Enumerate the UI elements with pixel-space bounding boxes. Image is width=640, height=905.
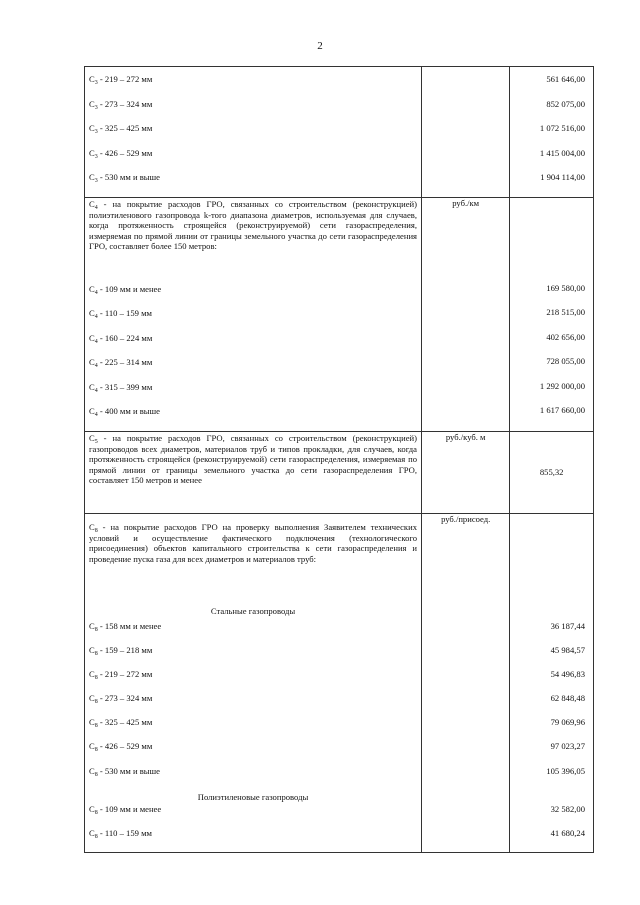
rate-description: $C_4$ - на покрытие расходов ГРО, связанных со строительством (реконструкцией) полиэтиленового газопровода k-того диапазона диаметров, используемая для случаев, когда протяженность строящейся (реконструируемой) сети газораспределения, измеряемая по прямой линии от границы земельного участка до сети газораспределения ГРО, составляет более 150 метров:: [89, 198, 417, 252]
rate-list: [85, 67, 421, 197]
rate-row-label: $C_8 - 325 - 425$ мм: [89, 717, 153, 730]
rate-row-label: $C_8 - 110 - 159$ мм: [89, 828, 152, 840]
rate-value: 1 617 660,00: [539, 405, 585, 415]
rate-value: 32 582,00: [550, 803, 585, 814]
description-cell: [85, 431, 422, 513]
unit-cell: [422, 431, 510, 513]
rate-value: 41 680,24: [550, 828, 585, 838]
rate-row-label: $C_8 - 530$ мм и выше: [89, 765, 160, 778]
description-cell: [85, 513, 422, 853]
rate-row-label: $C_3 - 426 - 529$ мм: [89, 147, 153, 160]
rate-row-label: $C_4 - 160 - 224$ мм: [89, 332, 153, 345]
value-list: [510, 621, 593, 790]
rate-row-label: $C_3 - 325 - 425$ мм: [89, 123, 153, 135]
unit-label: руб./км: [452, 197, 480, 208]
rate-row-label: $C_8 - 109$ мм и менее: [89, 803, 162, 816]
rate-value: 45 984,57: [550, 644, 585, 655]
rate-value: 218 515,00: [546, 307, 585, 317]
rate-row-label: $C_4 - 400$ мм и выше: [89, 406, 160, 418]
rate-value: 1 904 114,00: [540, 172, 585, 182]
value-list: [510, 804, 593, 852]
value-cell: [510, 431, 594, 513]
page-number: 2: [317, 40, 323, 52]
rate-row-label: $C_8 - 159 - 218$ мм: [89, 644, 153, 657]
rate-value: 1 292 000,00: [539, 380, 585, 391]
value-cell: [510, 513, 594, 853]
table-row: [85, 67, 594, 198]
rate-row-label: $C_4 - 315 - 399$ мм: [89, 381, 153, 394]
rate-row-label: $C_3 - 273 - 324$ мм: [89, 98, 153, 111]
rate-row-label: $C_8 - 426 - 529$ мм: [89, 741, 153, 754]
value-list: [510, 275, 593, 430]
rate-row-label: $C_8 - 158$ мм и менее: [89, 620, 162, 633]
rate-value: 561 646,00: [546, 74, 585, 84]
rate-row-label: $C_8 - 273 - 324$ мм: [89, 693, 153, 706]
section-heading: Стальные газопроводы: [210, 605, 296, 616]
rate-row-label: $C_3 - 530$ мм и выше: [89, 172, 160, 184]
table-row: [85, 197, 594, 431]
rate-value: 169 580,00: [546, 282, 585, 293]
rate-list: [85, 621, 421, 790]
rate-row-label: $C_8 - 219 - 272$ мм: [89, 668, 153, 681]
rate-row-label: $C_3 - 219 - 272$ мм: [89, 74, 153, 86]
rate-value: 852 075,00: [546, 98, 585, 109]
table-row: [85, 513, 594, 853]
rate-value: 62 848,48: [550, 693, 585, 704]
rate-value: 855,32: [539, 466, 564, 477]
rate-value: 1 072 516,00: [539, 123, 585, 133]
rate-value: 1 415 004,00: [539, 147, 585, 158]
rate-value: 54 496,83: [550, 668, 585, 679]
rate-row-label: $C_4 - 109$ мм и менее: [89, 283, 162, 296]
section-heading: Полиэтиленовые газопроводы: [197, 791, 309, 802]
description-cell: [85, 67, 422, 198]
unit-cell: [422, 513, 510, 853]
rate-value: 36 187,44: [550, 620, 585, 631]
description-cell: [85, 197, 422, 431]
value-cell: [510, 67, 594, 198]
unit-label: руб./присоед.: [441, 513, 491, 524]
tariff-table: [84, 66, 594, 853]
rate-row-label: $C_4 - 225 - 314$ мм: [89, 357, 153, 369]
rate-value: 105 396,05: [546, 765, 585, 776]
rate-value: 402 656,00: [546, 331, 585, 342]
rate-value: 79 069,96: [550, 717, 585, 728]
rate-description: $C_5$ - на покрытие расходов ГРО, связанных со строительством (реконструкцией) газопроводов всех диаметров, материалов труб и типов прокладки, для случаев, когда протяженность строящейся (реконструируемой) сети газораспределения, измеряемая по прямой линии от границы земельного участка до сети газораспределения ГРО, составляет 150 метров и менее: [89, 432, 417, 486]
unit-label: руб./куб. м: [445, 431, 486, 442]
value-cell: [510, 197, 594, 431]
table-row: [85, 431, 594, 513]
rate-value: 97 023,27: [550, 741, 585, 752]
value-list: [510, 67, 593, 197]
rate-list: [85, 276, 421, 431]
unit-cell: [422, 67, 510, 198]
rate-value: 728 055,00: [546, 356, 585, 366]
rate-row-label: $C_4 - 110 - 159$ мм: [89, 308, 152, 320]
rate-description: $C_8$ - на покрытие расходов ГРО на проверку выполнения Заявителем технических условий и осуществление фактического подключения (технологического присоединения) объектов капитального строительства к сети газораспределения и проведение пуска газа для всех диаметров и материалов труб:: [89, 521, 417, 564]
rate-list: [85, 804, 421, 852]
unit-cell: [422, 197, 510, 431]
